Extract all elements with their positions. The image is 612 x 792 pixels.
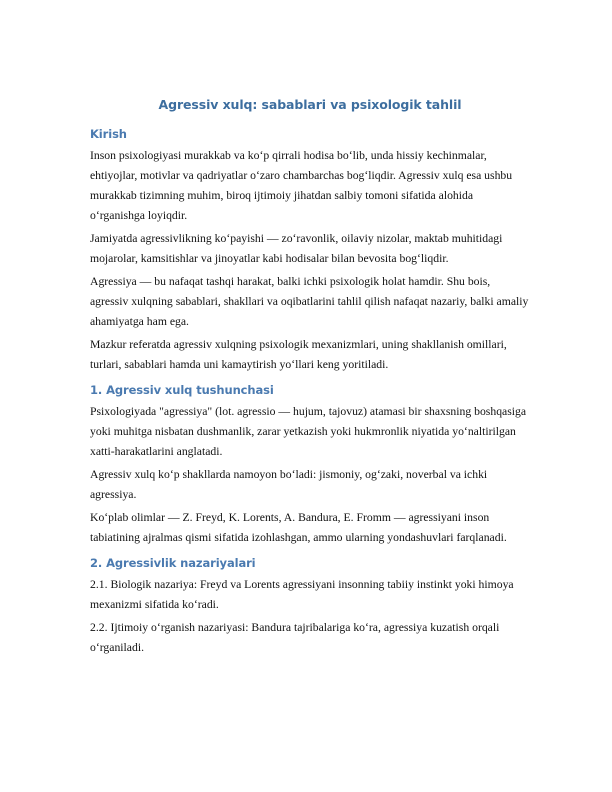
paragraph: Psixologiyada "agressiya" (lot. agressio — hujum, tajovuz) atamasi bir shaxsning boshqasiga yoki muhitga nisbatan dushmanlik, zarar yetkazish yoki hukmronlik niyatida yo‘naltirilgan xatti-harakatlarini anglatadi. bbox=[90, 405, 527, 458]
section-heading-intro: Kirish bbox=[90, 127, 127, 141]
section-heading-concept: 1. Agressiv xulq tushunchasi bbox=[90, 383, 274, 397]
section-heading-theories: 2. Agressivlik nazariyalari bbox=[90, 556, 256, 570]
section-theories bbox=[90, 555, 530, 658]
document-body bbox=[90, 96, 530, 661]
paragraph: 2.2. Ijtimoiy o‘rganish nazariyasi: Bandura tajribalariga ko‘ra, agressiya kuzatish orqali o‘rganiladi. bbox=[90, 621, 500, 654]
section-concept bbox=[90, 382, 530, 548]
document-title: Agressiv xulq: sabablari va psixologik tahlil bbox=[158, 97, 462, 112]
paragraph: Agressiya — bu nafaqat tashqi harakat, balki ichki psixologik holat hamdir. Shu bois, agressiv xulqning sabablari, shakllari va oqibatlarini tahlil qilish nafaqat nazariy, balki amaliy ahamiyatga ham ega. bbox=[90, 275, 529, 328]
paragraph: Mazkur referatda agressiv xulqning psixologik mexanizmlari, uning shakllanish omillari, turlari, sabablari hamda uni kamaytirish yo‘llari keng yoritiladi. bbox=[90, 338, 507, 371]
paragraph: 2.1. Biologik nazariya: Freyd va Lorents agressiyani insonning tabiiy instinkt yoki himoya mexanizmi sifatida ko‘radi. bbox=[90, 578, 514, 611]
section-intro bbox=[90, 126, 530, 375]
paragraph: Agressiv xulq ko‘p shakllarda namoyon bo‘ladi: jismoniy, og‘zaki, noverbal va ichki agressiya. bbox=[90, 468, 488, 501]
paragraph: Jamiyatda agressivlikning ko‘payishi — zo‘ravonlik, oilaviy nizolar, maktab muhitidagi mojarolar, kamsitishlar va jinoyatlar kabi hodisalar bilan bevosita bog‘liqdir. bbox=[90, 232, 503, 265]
paragraph: Ko‘plab olimlar — Z. Freyd, K. Lorents, A. Bandura, E. Fromm — agressiyani inson tabiatining ajralmas qismi sifatida izohlashgan, ammo ularning yondashuvlari farqlanadi. bbox=[90, 511, 507, 544]
paragraph: Inson psixologiyasi murakkab va ko‘p qirrali hodisa bo‘lib, unda hissiy kechinmalar, ehtiyojlar, motivlar va qadriyatlar o‘zaro chambarchas bog‘liqdir. Agressiv xulq esa ushbu murakkab tizimning muhim, biroq ijtimoiy jihatdan salbiy tomoni sifatida alohida o‘rganishga loyiqdir. bbox=[90, 149, 513, 222]
